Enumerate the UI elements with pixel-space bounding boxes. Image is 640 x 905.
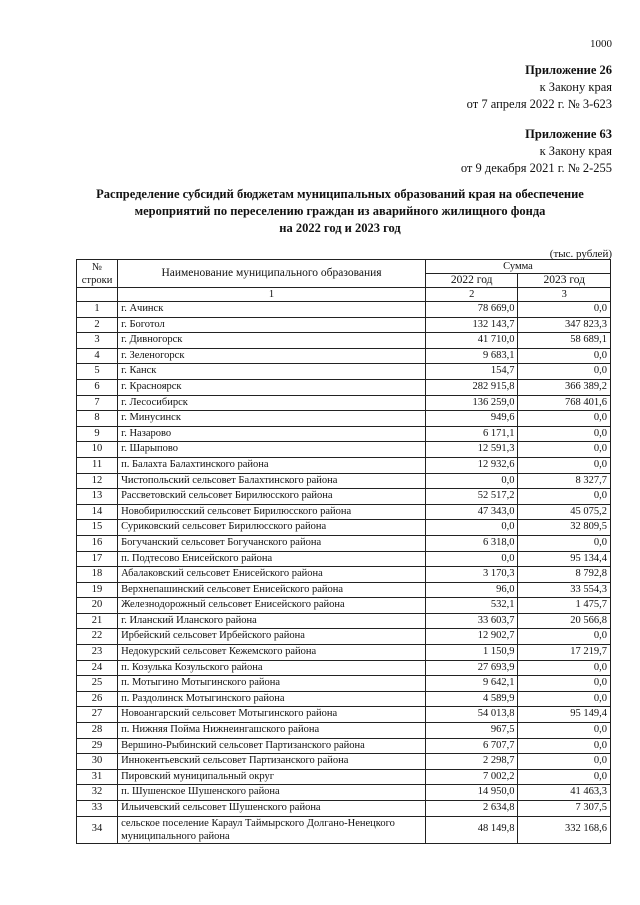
page-number: 1000 — [590, 38, 612, 50]
row-number-cell: 21 — [77, 613, 118, 629]
amount-2023-cell: 332 168,6 — [518, 816, 611, 843]
table-row — [77, 816, 611, 843]
row-number-cell: 13 — [77, 489, 118, 505]
amount-2023-cell: 0,0 — [518, 535, 611, 551]
municipality-name-cell: г. Канск — [118, 364, 426, 380]
amount-2023-cell: 0,0 — [518, 676, 611, 692]
amount-2022-cell: 54 013,8 — [425, 707, 518, 723]
header-2022: 2022 год — [425, 274, 518, 288]
table-row — [77, 457, 611, 473]
municipality-name-cell: п. Шушенское Шушенского района — [118, 785, 426, 801]
table-row — [77, 348, 611, 364]
amount-2023-cell: 0,0 — [518, 629, 611, 645]
table-row — [77, 738, 611, 754]
amount-2022-cell: 52 517,2 — [425, 489, 518, 505]
municipality-name-cell: г. Минусинск — [118, 411, 426, 427]
row-number-cell: 16 — [77, 535, 118, 551]
header-sum: Сумма — [425, 260, 610, 274]
row-number-cell: 9 — [77, 426, 118, 442]
row-number-cell: 7 — [77, 395, 118, 411]
header-2023: 2023 год — [518, 274, 611, 288]
municipality-name-cell: г. Боготол — [118, 317, 426, 333]
table-row — [77, 489, 611, 505]
amount-2023-cell: 0,0 — [518, 723, 611, 739]
document-title-line1: Распределение субсидий бюджетам муниципальных образований края на обеспечение — [96, 187, 584, 201]
row-number-cell: 32 — [77, 785, 118, 801]
amount-2023-cell: 95 134,4 — [518, 551, 611, 567]
amount-2023-cell: 20 566,8 — [518, 613, 611, 629]
amount-2023-cell: 32 809,5 — [518, 520, 611, 536]
row-number-cell: 31 — [77, 769, 118, 785]
table-row — [77, 535, 611, 551]
table-row — [77, 676, 611, 692]
amount-2023-cell: 0,0 — [518, 411, 611, 427]
row-number-cell: 24 — [77, 660, 118, 676]
municipality-name-cell: г. Красноярск — [118, 379, 426, 395]
amount-2022-cell: 0,0 — [425, 473, 518, 489]
municipality-name-cell: п. Раздолинск Мотыгинского района — [118, 691, 426, 707]
row-number-cell: 34 — [77, 816, 118, 843]
amount-2022-cell: 0,0 — [425, 520, 518, 536]
municipality-name-cell: Недокурский сельсовет Кежемского района — [118, 645, 426, 661]
municipality-name-cell: г. Зеленогорск — [118, 348, 426, 364]
municipality-name-cell: п. Подтесово Енисейского района — [118, 551, 426, 567]
amount-2023-cell: 0,0 — [518, 457, 611, 473]
document-title — [60, 186, 620, 237]
amount-2022-cell: 2 634,8 — [425, 801, 518, 817]
amount-2023-cell: 347 823,3 — [518, 317, 611, 333]
table-column-numbers — [77, 288, 611, 302]
amount-2023-cell: 0,0 — [518, 442, 611, 458]
municipality-name-cell: г. Назарово — [118, 426, 426, 442]
row-number-cell: 27 — [77, 707, 118, 723]
document-title-line3: на 2022 год и 2023 год — [279, 221, 401, 235]
table-row — [77, 629, 611, 645]
table-row — [77, 317, 611, 333]
amount-2022-cell: 532,1 — [425, 598, 518, 614]
row-number-cell: 5 — [77, 364, 118, 380]
row-number-cell: 19 — [77, 582, 118, 598]
amount-2023-cell: 33 554,3 — [518, 582, 611, 598]
row-number-cell: 11 — [77, 457, 118, 473]
amount-2022-cell: 27 693,9 — [425, 660, 518, 676]
municipality-name-cell: г. Шарыпово — [118, 442, 426, 458]
row-number-cell: 22 — [77, 629, 118, 645]
municipality-name-cell: г. Ачинск — [118, 302, 426, 318]
amount-2022-cell: 12 591,3 — [425, 442, 518, 458]
table-row — [77, 707, 611, 723]
table-row — [77, 769, 611, 785]
amount-2023-cell: 0,0 — [518, 348, 611, 364]
amount-2022-cell: 96,0 — [425, 582, 518, 598]
amount-2023-cell: 7 307,5 — [518, 801, 611, 817]
amount-2023-cell: 17 219,7 — [518, 645, 611, 661]
table-row — [77, 551, 611, 567]
municipality-name-cell: Верхнепашинский сельсовет Енисейского района — [118, 582, 426, 598]
appendix-26-title: Приложение 26 — [525, 63, 612, 77]
appendix-63-block — [461, 126, 612, 177]
amount-2022-cell: 14 950,0 — [425, 785, 518, 801]
amount-2022-cell: 7 002,2 — [425, 769, 518, 785]
table-row — [77, 364, 611, 380]
municipality-name-cell: Железнодорожный сельсовет Енисейского района — [118, 598, 426, 614]
table-row — [77, 302, 611, 318]
municipality-name-cell: п. Козулька Козульского района — [118, 660, 426, 676]
amount-2022-cell: 2 298,7 — [425, 754, 518, 770]
amount-2022-cell: 6 707,7 — [425, 738, 518, 754]
table-row — [77, 691, 611, 707]
amount-2023-cell: 8 327,7 — [518, 473, 611, 489]
municipality-name-cell: г. Дивногорск — [118, 333, 426, 349]
table-row — [77, 520, 611, 536]
amount-2023-cell: 41 463,3 — [518, 785, 611, 801]
header-row-number-line1: № — [92, 261, 103, 273]
appendix-63-line2: к Закону края — [539, 144, 612, 158]
table-row — [77, 598, 611, 614]
table-row — [77, 426, 611, 442]
municipality-name-cell: Вершино-Рыбинский сельсовет Партизанского района — [118, 738, 426, 754]
amount-2022-cell: 48 149,8 — [425, 816, 518, 843]
table-row — [77, 567, 611, 583]
amount-2022-cell: 132 143,7 — [425, 317, 518, 333]
municipality-name-cell: Иннокентьевский сельсовет Партизанского района — [118, 754, 426, 770]
row-number-cell: 6 — [77, 379, 118, 395]
row-number-cell: 20 — [77, 598, 118, 614]
amount-2023-cell: 0,0 — [518, 754, 611, 770]
amount-2023-cell: 0,0 — [518, 691, 611, 707]
table-row — [77, 754, 611, 770]
table-row — [77, 613, 611, 629]
table-row — [77, 785, 611, 801]
document-title-line2: мероприятий по переселению граждан из аварийного жилищного фонда — [134, 204, 546, 218]
subsidy-table — [76, 259, 611, 844]
amount-2022-cell: 6 171,1 — [425, 426, 518, 442]
table-row — [77, 801, 611, 817]
amount-2023-cell: 45 075,2 — [518, 504, 611, 520]
row-number-cell: 1 — [77, 302, 118, 318]
table-body — [77, 302, 611, 844]
row-number-cell: 14 — [77, 504, 118, 520]
amount-2022-cell: 967,5 — [425, 723, 518, 739]
amount-2022-cell: 33 603,7 — [425, 613, 518, 629]
appendix-26-line3: от 7 апреля 2022 г. № 3-623 — [466, 97, 612, 111]
amount-2023-cell: 95 149,4 — [518, 707, 611, 723]
header-row-number — [77, 260, 118, 288]
amount-2023-cell: 0,0 — [518, 489, 611, 505]
municipality-name-cell: п. Мотыгино Мотыгинского района — [118, 676, 426, 692]
row-number-cell: 28 — [77, 723, 118, 739]
row-number-cell: 33 — [77, 801, 118, 817]
amount-2023-cell: 0,0 — [518, 738, 611, 754]
amount-2022-cell: 9 642,1 — [425, 676, 518, 692]
amount-2023-cell: 0,0 — [518, 426, 611, 442]
appendix-63-line3: от 9 декабря 2021 г. № 2-255 — [460, 161, 612, 175]
row-number-cell: 3 — [77, 333, 118, 349]
row-number-cell: 29 — [77, 738, 118, 754]
municipality-name-cell: Ильичевский сельсовет Шушенского района — [118, 801, 426, 817]
municipality-name-cell: Ирбейский сельсовет Ирбейского района — [118, 629, 426, 645]
municipality-name-cell: Новоангарский сельсовет Мотыгинского района — [118, 707, 426, 723]
amount-2023-cell: 768 401,6 — [518, 395, 611, 411]
amount-2023-cell: 366 389,2 — [518, 379, 611, 395]
municipality-name-cell: Чистопольский сельсовет Балахтинского района — [118, 473, 426, 489]
municipality-name-cell: г. Лесосибирск — [118, 395, 426, 411]
appendix-26-line2: к Закону края — [539, 80, 612, 94]
municipality-name-cell: п. Балахта Балахтинского района — [118, 457, 426, 473]
row-number-cell: 12 — [77, 473, 118, 489]
amount-2022-cell: 136 259,0 — [425, 395, 518, 411]
amount-2022-cell: 12 932,6 — [425, 457, 518, 473]
column-number-1: 1 — [118, 288, 426, 302]
table-row — [77, 333, 611, 349]
amount-2022-cell: 0,0 — [425, 551, 518, 567]
table-row — [77, 442, 611, 458]
row-number-cell: 10 — [77, 442, 118, 458]
amount-2023-cell: 0,0 — [518, 364, 611, 380]
municipality-name-cell: п. Нижняя Пойма Нижнеингашского района — [118, 723, 426, 739]
appendix-63-title: Приложение 63 — [525, 127, 612, 141]
appendix-26-block — [467, 62, 612, 113]
amount-2022-cell: 949,6 — [425, 411, 518, 427]
units-label: (тыс. рублей) — [549, 248, 612, 260]
amount-2023-cell: 0,0 — [518, 302, 611, 318]
row-number-cell: 25 — [77, 676, 118, 692]
amount-2022-cell: 6 318,0 — [425, 535, 518, 551]
municipality-name-cell: Богучанский сельсовет Богучанского района — [118, 535, 426, 551]
table-row — [77, 645, 611, 661]
municipality-name-cell: Новобирилюсский сельсовет Бирилюсского района — [118, 504, 426, 520]
table-row — [77, 582, 611, 598]
row-number-cell: 26 — [77, 691, 118, 707]
municipality-name-cell: Абалаковский сельсовет Енисейского района — [118, 567, 426, 583]
amount-2022-cell: 282 915,8 — [425, 379, 518, 395]
table-row — [77, 504, 611, 520]
amount-2022-cell: 41 710,0 — [425, 333, 518, 349]
row-number-cell: 17 — [77, 551, 118, 567]
amount-2022-cell: 4 589,9 — [425, 691, 518, 707]
row-number-cell: 15 — [77, 520, 118, 536]
table-header-row — [77, 260, 611, 274]
header-row-number-line2: строки — [81, 274, 113, 286]
table-row — [77, 723, 611, 739]
column-number-blank — [77, 288, 118, 302]
row-number-cell: 8 — [77, 411, 118, 427]
row-number-cell: 18 — [77, 567, 118, 583]
amount-2023-cell: 8 792,8 — [518, 567, 611, 583]
amount-2022-cell: 154,7 — [425, 364, 518, 380]
municipality-name-cell: Суриковский сельсовет Бирилюсского района — [118, 520, 426, 536]
row-number-cell: 30 — [77, 754, 118, 770]
municipality-name-cell: Рассветовский сельсовет Бирилюсского района — [118, 489, 426, 505]
municipality-name-cell: сельское поселение Караул Таймырского Долгано-Ненецкого муниципального района — [118, 816, 426, 843]
amount-2023-cell: 0,0 — [518, 660, 611, 676]
row-number-cell: 2 — [77, 317, 118, 333]
amount-2022-cell: 9 683,1 — [425, 348, 518, 364]
header-name: Наименование муниципального образования — [118, 260, 426, 288]
amount-2022-cell: 78 669,0 — [425, 302, 518, 318]
amount-2023-cell: 1 475,7 — [518, 598, 611, 614]
table-row — [77, 395, 611, 411]
municipality-name-cell: Пировский муниципальный округ — [118, 769, 426, 785]
table-row — [77, 379, 611, 395]
amount-2022-cell: 12 902,7 — [425, 629, 518, 645]
table-row — [77, 473, 611, 489]
table-row — [77, 660, 611, 676]
table-row — [77, 411, 611, 427]
column-number-2: 2 — [425, 288, 518, 302]
amount-2022-cell: 1 150,9 — [425, 645, 518, 661]
amount-2022-cell: 47 343,0 — [425, 504, 518, 520]
amount-2023-cell: 58 689,1 — [518, 333, 611, 349]
municipality-name-cell: г. Иланский Иланского района — [118, 613, 426, 629]
amount-2023-cell: 0,0 — [518, 769, 611, 785]
row-number-cell: 4 — [77, 348, 118, 364]
amount-2022-cell: 3 170,3 — [425, 567, 518, 583]
row-number-cell: 23 — [77, 645, 118, 661]
column-number-3: 3 — [518, 288, 611, 302]
